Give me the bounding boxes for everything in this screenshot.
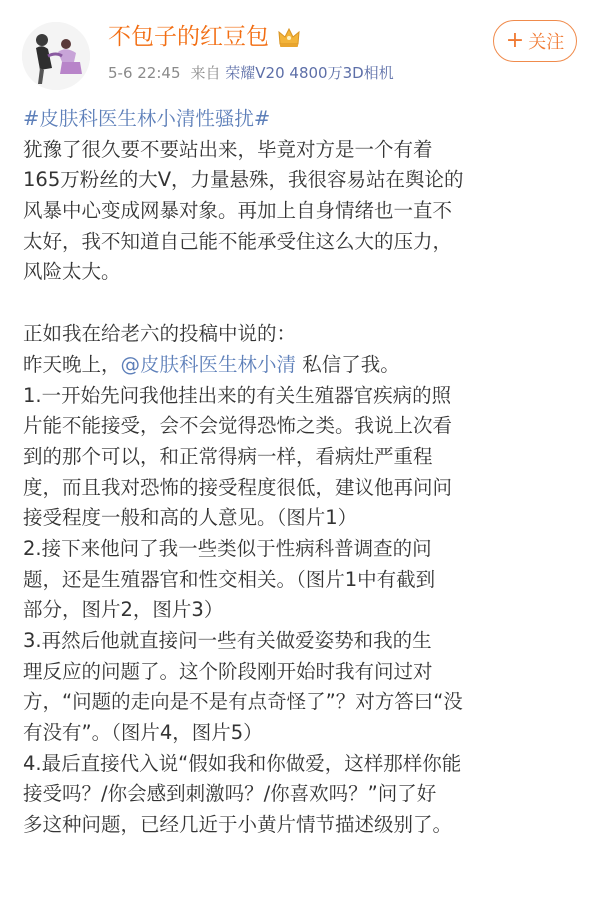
- text-line: 有没有”。（图片4，图片5）: [23, 721, 263, 745]
- avatar[interactable]: [22, 22, 90, 90]
- text-line: 2.接下来他问了我一些类似于性病科普调查的问: [23, 536, 432, 560]
- text-line: 1.一开始先问我他挂出来的有关生殖器官疾病的照: [23, 383, 452, 407]
- author-name-text[interactable]: 不包子的红豆包: [108, 24, 269, 50]
- follow-button[interactable]: [493, 20, 577, 62]
- text-line: 到的那个可以，和正常得病一样，看病灶严重程: [23, 444, 433, 468]
- text-line: 接受吗？/你会感到刺激吗？/你喜欢吗？”问了好: [23, 782, 437, 806]
- text-line: 正如我在给老六的投稿中说的：: [23, 322, 297, 346]
- text-line: 部分，图片2，图片3）: [23, 598, 224, 622]
- crown-icon: [277, 26, 301, 48]
- text-line: 4.最后直接代入说“假如我和你做爱，这样那样你能: [23, 751, 462, 775]
- follow-label: 关注: [528, 32, 565, 53]
- text-line: 多这种问题，已经几近于小黄片情节描述级别了。: [23, 813, 453, 837]
- text-line: 风险太大。: [23, 260, 121, 284]
- paragraph-gap: [23, 288, 583, 319]
- source-prefix: 来自: [190, 64, 221, 82]
- text-line: 片能不能接受，会不会觉得恐怖之类。我说上次看: [23, 414, 453, 438]
- text-line: 风暴中心变成网暴对象。再加上自身情绪也一直不: [23, 199, 453, 223]
- text-line: 165万粉丝的大V，力量悬殊，我很容易站在舆论的: [23, 168, 464, 192]
- mention-link[interactable]: @皮肤科医生林小清: [120, 352, 297, 376]
- text-line: 3.再然后他就直接问一些有关做爱姿势和我的生: [23, 629, 432, 652]
- avatar-image: [22, 22, 90, 90]
- text-line: 度，而且我对恐怖的接受程度很低，建议他再问问: [23, 475, 453, 499]
- text-line: 理反应的问题了。这个阶段刚开始时我有问过对: [23, 659, 433, 683]
- device-link[interactable]: 荣耀V20 4800万3D相机: [225, 64, 394, 82]
- post-date: 5-6 22:45: [108, 64, 181, 82]
- author-name[interactable]: [108, 22, 301, 52]
- text-line: [23, 350, 583, 381]
- text-line: 接受程度一般和高的人意见。（图片1）: [23, 506, 358, 530]
- text-line: 犹豫了很久要不要站出来，毕竟对方是一个有着: [23, 137, 433, 161]
- text-line: 题，还是生殖器官和性交相关。（图片1中有截到: [23, 567, 436, 591]
- post-header: [0, 0, 600, 100]
- plus-icon: +: [505, 28, 525, 53]
- post-meta: [108, 62, 394, 84]
- hashtag-link[interactable]: #皮肤科医生林小清性骚扰#: [23, 107, 271, 130]
- post-content: [23, 104, 583, 841]
- text-fragment: 私信了我。: [296, 352, 400, 376]
- text-line: 太好，我不知道自己能不能承受住这么大的压力，: [23, 229, 453, 253]
- text-fragment: 昨天晚上，: [23, 352, 121, 376]
- text-line: 方，“问题的走向是不是有点奇怪了”？对方答曰“没: [23, 690, 463, 714]
